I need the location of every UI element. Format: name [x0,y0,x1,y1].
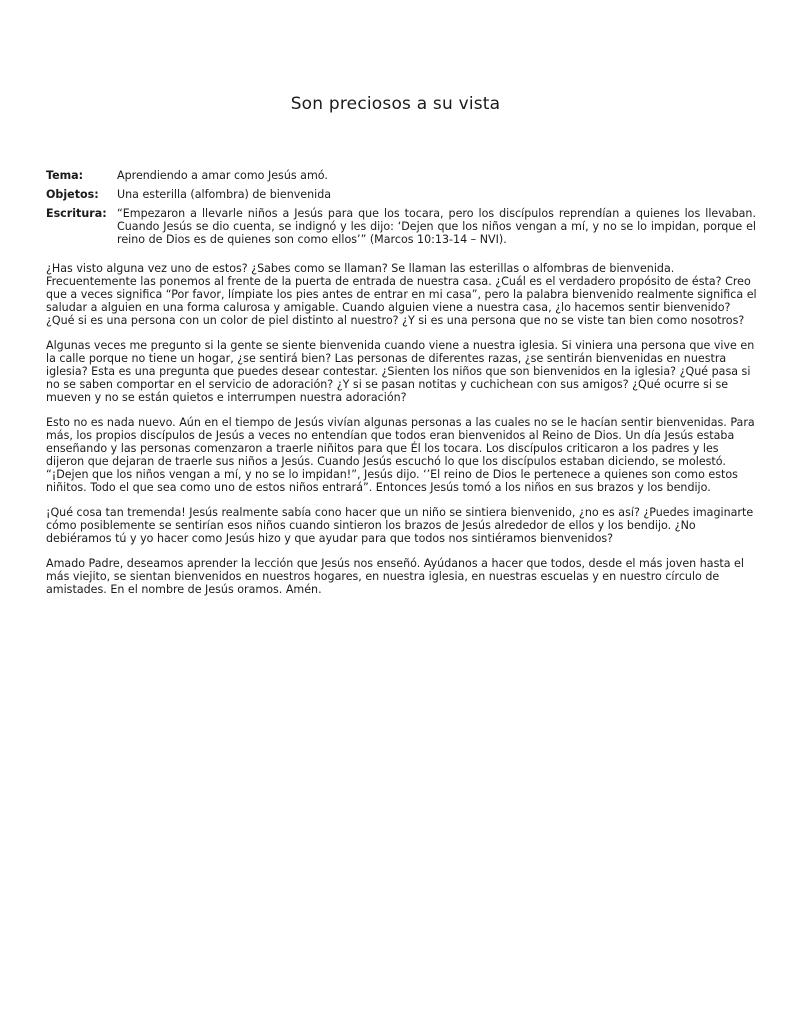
lesson-metadata [46,169,756,252]
document-body [46,262,758,608]
paragraph: ¿Has visto alguna vez uno de estos? ¿Sabes como se llaman? Se llaman las esterillas o alfombras de bienvenida. Frecuentemente las ponemos al frente de la puerta de entrada de nuestra casa. ¿Cuál es el verdadero propósito de ésta? Creo que a veces significa “Por favor, límpiate los pies antes de entrar en mi casa”, pero la palabra bienvenido realmente significa el saludar a alguien en una forma calurosa y amigable. Cuando alguien viene a nuestra casa, ¿lo hacemos sentir bienvenido? ¿Qué si es una persona con un color de piel distinto al nuestro? ¿Y si es una persona que no se viste tan bien como nosotros? [46,262,757,327]
meta-row-tema [46,169,756,182]
meta-row-objetos [46,188,756,201]
paragraph: ¡Qué cosa tan tremenda! Jesús realmente sabía cono hacer que un niño se sintiera bienvenido, ¿no es así? ¿Puedes imaginarte cómo posiblemente se sentirían esos niños cuando sintieron los brazos de Jesús alrededor de ellos y los bendijo. ¿No debiéramos tú y yo hacer como Jesús hizo y que ayudar para que todos nos sintiéramos bienvenidos? [46,506,754,545]
objetos-value: Una esterilla (alfombra) de bienvenida [117,188,332,201]
tema-label: Tema: [46,169,84,182]
escritura-value: “Empezaron a llevarle niños a Jesús para que los tocara, pero los discípulos reprendían a quienes los llevaban. Cuando Jesús se dio cuenta, se indignó y les dijo: ‘Dejen que los niños vengan a mí, y no se lo impidan, porque el reino de Dios es de quienes son como ellos’” (Marcos 10:13-14 – NVI). [117,207,756,246]
escritura-label: Escritura: [46,207,107,220]
paragraph: Esto no es nada nuevo. Aún en el tiempo de Jesús vivían algunas personas a las cuales no se le hacían sentir bienvenidas. Para más, los propios discípulos de Jesús a veces no entendían que todos eran bienvenidos al Reino de Dios. Un día Jesús estaba enseñando y las personas comenzaron a traerle niñitos para que Él los tocara. Los discípulos criticaron a los padres y les dijeron que dejaran de traerle sus niños a Jesús. Cuando Jesús escuchó lo que los discípulos estaban diciendo, se molestó. “¡Dejen que los niños vengan a mí, y no se lo impidan!”, Jesús dijo. ‘’El reino de Dios le pertenece a quienes son como estos niñitos. Todo el que sea como uno de estos niños entrará”. Entonces Jesús tomó a los niños en sus brazos y los bendijo. [46,416,755,494]
page-title: Son preciosos a su vista [290,94,501,115]
paragraph: Algunas veces me pregunto si la gente se siente bienvenida cuando viene a nuestra iglesia. Si viniera una persona que vive en la calle porque no tiene un hogar, ¿se sentirá bien? Las personas de diferentes razas, ¿se sentirán bienvenidas en nuestra iglesia? Esta es una pregunta que puedes desear contestar. ¿Sienten los niños que son bienvenidos en la iglesia? ¿Qué pasa si no se saben comportar en el servicio de adoración? ¿Y si se pasan notitas y cuchichean con sus amigos? ¿Qué ocurre si se mueven y no se están quietos e interrumpen nuestra adoración? [46,339,755,404]
meta-row-escritura [46,207,756,246]
paragraph: Amado Padre, deseamos aprender la lección que Jesús nos enseñó. Ayúdanos a hacer que todos, desde el más joven hasta el más viejito, se sientan bienvenidos en nuestros hogares, en nuestra iglesia, en nuestras escuelas y en nuestro círculo de amistades. En el nombre de Jesús oramos. Amén. [46,557,744,596]
objetos-label: Objetos: [46,188,99,201]
tema-value: Aprendiendo a amar como Jesús amó. [117,169,328,182]
